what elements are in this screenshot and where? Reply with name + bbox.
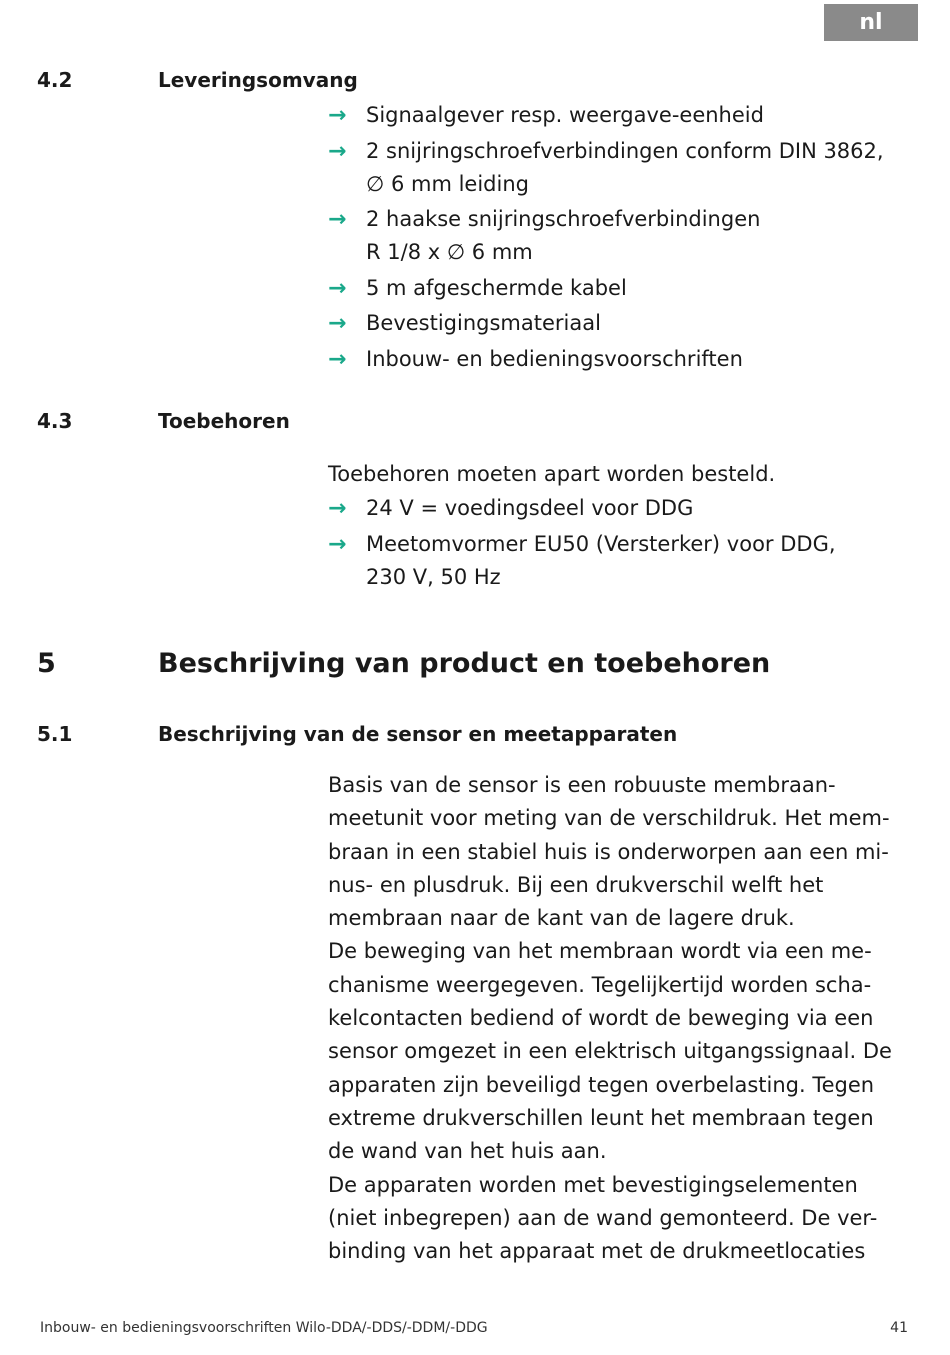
section-title: Leveringsomvang (158, 68, 358, 92)
section-title: Toebehoren (158, 409, 290, 433)
list-item-text: Bevestigingsmateriaal (366, 311, 601, 335)
list-item-text: Inbouw- en bedieningsvoorschriften (366, 346, 743, 371)
arrow-right-icon: → (328, 275, 347, 301)
arrow-right-icon: → (328, 311, 347, 336)
list-item (328, 492, 836, 525)
list-item (328, 135, 884, 201)
arrow-right-icon: → (328, 346, 347, 372)
list-item-text: 2 snijringschroefverbindingen conform DIN 3862, ∅ 6 mm leiding (366, 138, 884, 196)
language-badge: nl (824, 4, 918, 41)
arrow-right-icon: → (328, 103, 347, 128)
section-number: 5.1 (37, 722, 73, 746)
bullet-list (328, 492, 836, 596)
bullet-list (328, 99, 884, 378)
footer-doc-title: Inbouw- en bedieningsvoorschriften Wilo-DDA/-DDS/-DDM/-DDG (40, 1320, 488, 1336)
arrow-right-icon: → (328, 496, 347, 521)
chapter-number: 5 (37, 648, 56, 679)
list-item (328, 528, 836, 594)
arrow-right-icon: → (328, 138, 347, 164)
arrow-right-icon: → (328, 531, 347, 557)
chapter-title: Beschrijving van product en toebehoren (158, 648, 771, 679)
page-number: 41 (890, 1320, 908, 1336)
list-item (328, 343, 884, 376)
list-item-text: Meetomvormer EU50 (Versterker) voor DDG, 230 V, 50 Hz (366, 531, 836, 589)
arrow-right-icon: → (328, 207, 347, 232)
section-title: Beschrijving van de sensor en meetapparaten (158, 722, 678, 746)
section-number: 4.3 (37, 409, 73, 433)
section-number: 4.2 (37, 68, 73, 92)
list-item (328, 203, 884, 269)
list-item-text: 24 V = voedingsdeel voor DDG (366, 496, 694, 520)
body-paragraph: Basis van de sensor is een robuuste membraan- meetunit voor meting van de verschildruk. Het mem- braan in een stabiel huis is onderworpen aan een mi- nus- en plusdruk. Bij een drukverschil welft het membraan naar de kant van de lagere druk. De beweging van het membraan wordt via een me- chanisme weergegeven. Tegelijkertijd worden scha- kelcontacten bediend of wordt de beweging via een sensor omgezet in een elektrisch uitgangssignaal. De apparaten zijn beveiligd tegen overbelasting. Tegen extreme drukverschillen leunt het membraan tegen de wand van het huis aan. De apparaten worden met bevestigingselementen (niet inbegrepen) aan de wand gemonteerd. De ver- binding van het apparaat met de drukmeetlocaties (328, 773, 892, 1264)
list-item (328, 307, 884, 340)
list-item (328, 272, 884, 305)
list-item (328, 99, 884, 132)
list-item-text: 5 m afgeschermde kabel (366, 275, 627, 300)
list-item-text: 2 haakse snijringschroefverbindingen R 1/8 x ∅ 6 mm (366, 207, 761, 264)
section-intro: Toebehoren moeten apart worden besteld. (328, 462, 776, 486)
list-item-text: Signaalgever resp. weergave-eenheid (366, 103, 764, 127)
